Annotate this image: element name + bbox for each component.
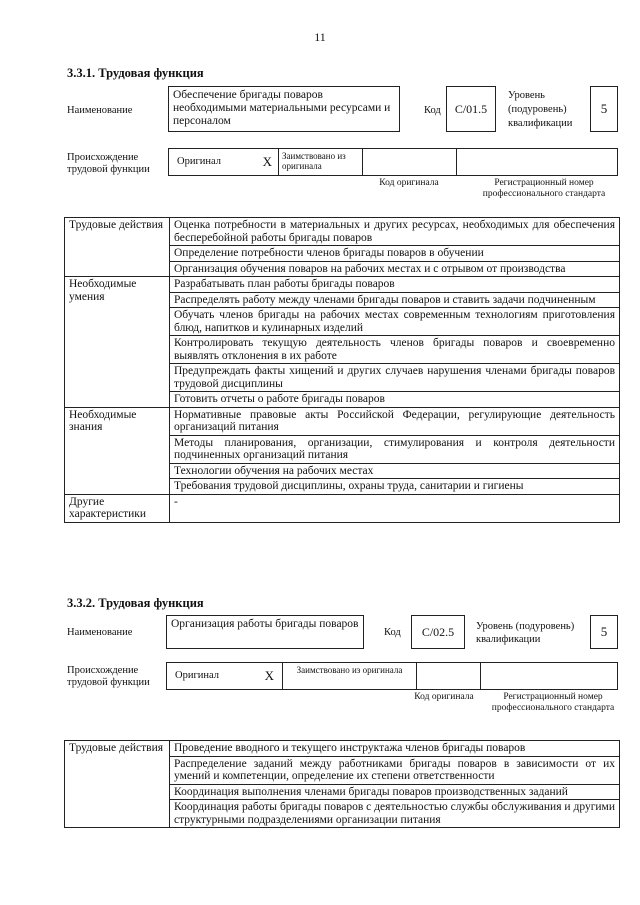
row-category: Необходимые умения	[65, 277, 170, 408]
section1-level-value: 5	[590, 86, 618, 132]
section1-original-cell	[169, 149, 279, 175]
section2-code-value: С/02.5	[411, 615, 465, 649]
section2-name-label: Наименование	[67, 627, 133, 638]
section2-borrowed-cell	[283, 663, 417, 689]
row-item: Определение потребности членов бригады поваров в обучении	[170, 246, 620, 262]
section1-code-original-cell	[363, 149, 457, 175]
section1-name-label: Наименование	[67, 105, 133, 116]
row-item: Разрабатывать план работы бригады поваров	[170, 277, 620, 293]
row-item: -	[170, 494, 620, 522]
row-category: Необходимые знания	[65, 407, 170, 494]
section2-original-mark: X	[264, 668, 274, 683]
row-category: Другие характеристики	[65, 494, 170, 522]
section2-origin-row	[166, 662, 618, 690]
table-row	[65, 407, 620, 435]
row-item: Технологии обучения на рабочих местах	[170, 463, 620, 479]
section2-level-value: 5	[590, 615, 618, 649]
section2-code-original-cell	[417, 663, 481, 689]
section2-origin-label: Происхождение трудовой функции	[67, 665, 150, 688]
section2-name-value: Организация работы бригады поваров	[166, 615, 364, 649]
section1-reg-number-cell	[457, 149, 617, 175]
row-item: Нормативные правовые акты Российской Федерации, регулирующие деятельность организаций питания	[170, 407, 620, 435]
section1-title: 3.3.1. Трудовая функция	[67, 66, 204, 80]
row-item: Организация обучения поваров на рабочих местах и с отрывом от производства	[170, 261, 620, 277]
section2-original-label: Оригинал	[175, 670, 219, 681]
section1-original-mark: X	[262, 154, 272, 169]
page-number: 11	[314, 30, 326, 44]
section1-origin-row	[168, 148, 618, 176]
row-item: Оценка потребности в материальных и других ресурсах, необходимых для обеспечения бесперебойной работы бригады поваров	[170, 218, 620, 246]
section2-borrowed-label: Заимствовано из оригинала	[296, 665, 403, 675]
section1-reg-number-caption: Регистрационный номер профессионального стандарта	[482, 178, 606, 199]
section2-function-table	[64, 740, 620, 828]
section2-title: 3.3.2. Трудовая функция	[67, 596, 204, 610]
section2-level-label: Уровень (подуровень) квалификации	[476, 621, 575, 645]
section2-reg-number-cell	[481, 663, 617, 689]
table-row	[65, 741, 620, 757]
row-item: Проведение вводного и текущего инструктажа членов бригады поваров	[170, 741, 620, 757]
row-item: Распределять работу между членами бригады поваров и ставить задачи подчиненным	[170, 292, 620, 308]
section1-code-original-caption: Код оригинала	[379, 178, 439, 188]
table-row	[65, 277, 620, 293]
section1-name-value: Обеспечение бригады поваров необходимыми материальными ресурсами и персоналом	[168, 86, 400, 132]
section1-origin-label: Происхождение трудовой функции	[67, 152, 150, 175]
section2-code-label: Код	[384, 627, 401, 638]
row-category: Трудовые действия	[65, 218, 170, 277]
table-row	[65, 494, 620, 522]
row-item: Требования трудовой дисциплины, охраны труда, санитарии и гигиены	[170, 479, 620, 495]
row-item: Координация выполнения членами бригады поваров производственных заданий	[170, 784, 620, 800]
row-item: Предупреждать факты хищений и других случаев нарушения членами бригады поваров трудовой дисциплины	[170, 364, 620, 392]
section1-original-label: Оригинал	[177, 156, 221, 167]
row-item: Координация работы бригады поваров с деятельностью службы обслуживания и другими структурными подразделениями организации питания	[170, 800, 620, 828]
row-item: Распределение заданий между работниками бригады поваров в зависимости от их умений и компетенции, определение их степени ответственности	[170, 756, 620, 784]
table-row	[65, 218, 620, 246]
section1-borrowed-cell	[279, 149, 363, 175]
row-item: Контролировать текущую деятельность членов бригады поваров и своевременно выявлять отклонения в их работе	[170, 336, 620, 364]
section1-code-label: Код	[424, 105, 441, 116]
row-item: Обучать членов бригады на рабочих местах современным технологиям приготовления блюд, напитков и кулинарных изделий	[170, 308, 620, 336]
section1-level-label: Уровень (подуровень) квалификации	[508, 90, 573, 129]
section2-original-cell	[167, 663, 283, 689]
section1-borrowed-label: Заимствовано из оригинала	[282, 151, 346, 171]
row-item: Методы планирования, организации, стимулирования и контроля деятельности подчиненных организаций питания	[170, 435, 620, 463]
row-category: Трудовые действия	[65, 741, 170, 828]
row-item: Готовить отчеты о работе бригады поваров	[170, 392, 620, 408]
section2-reg-number-caption: Регистрационный номер профессионального стандарта	[491, 692, 615, 713]
section1-code-value: С/01.5	[446, 86, 496, 132]
section2-code-original-caption: Код оригинала	[414, 692, 474, 702]
section1-function-table	[64, 217, 620, 523]
